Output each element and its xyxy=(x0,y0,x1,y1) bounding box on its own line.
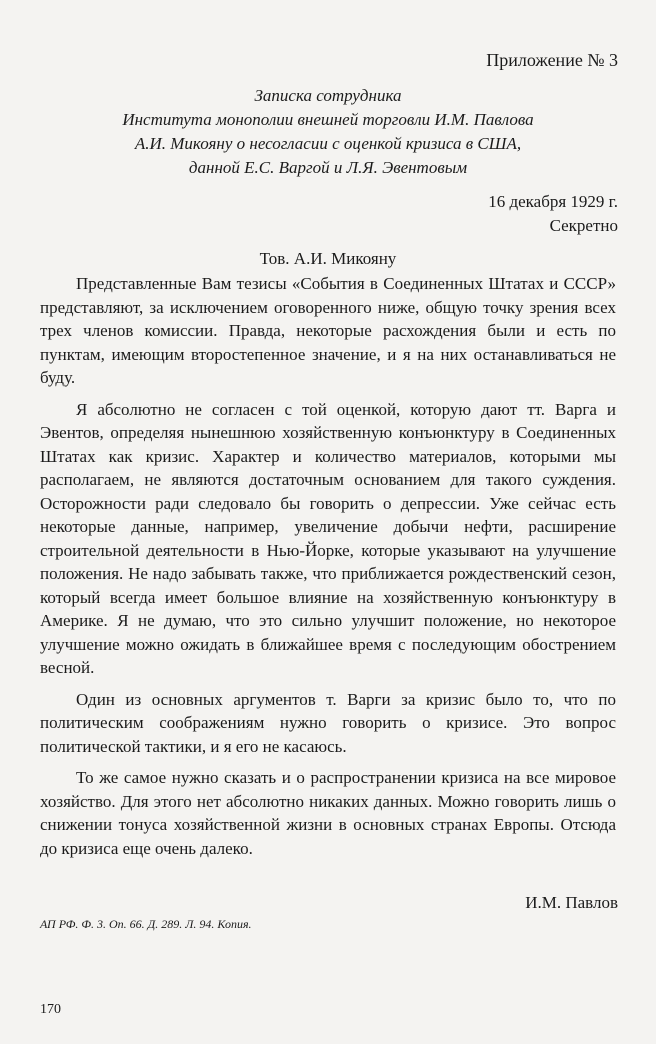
paragraph: То же самое нужно сказать и о распространении кризиса на все мировое хозяйство. Для этого нет абсолютно никаких данных. Можно говорить лишь о снижении тонуса хозяйственной жизни в основных странах Европы. Отсюда до кризиса еще очень далеко. xyxy=(40,768,616,858)
signature: И.М. Павлов xyxy=(525,893,618,912)
heading-line-3: А.И. Микояну о несогласии с оценкой кризиса в США, xyxy=(134,134,522,153)
document-date: 16 декабря 1929 г. xyxy=(488,192,618,211)
appendix-label: Приложение № 3 xyxy=(486,50,618,70)
paragraph: Я абсолютно не согласен с той оценкой, которую дают тт. Варга и Эвентов, определяя нынешнюю хозяйственную конъюнктуру в Соединенных Штатах как кризис. Характер и количество материалов, которыми мы располагаем, не являются достаточным основанием для такого суждения. Осторожности ради следовало бы говорить о депрессии. Уже сейчас есть некоторые данные, например, увеличение добычи нефти, расширение строительной деятельности в Нью-Йорке, которые указывают на улучшение положения. Не надо забывать также, что приближается рождественский сезон, который всегда имеет большое влияние на хозяйственную конъюнктуру в Америке. Я не думаю, что это сильно улучшит положение, но некоторое улучшение можно ожидать в ближайшее время с последующим обострением весной. xyxy=(40,399,616,677)
heading-line-4: данной Е.С. Варгой и Л.Я. Эвентовым xyxy=(188,158,468,177)
heading-line-1: Записка сотрудника xyxy=(254,86,402,105)
page-number: 170 xyxy=(40,1002,61,1017)
archival-source: АП РФ. Ф. 3. Оп. 66. Д. 289. Л. 94. Копия. xyxy=(40,917,252,931)
document-heading xyxy=(40,84,616,180)
addressee: Тов. А.И. Микояну xyxy=(259,249,397,268)
dateline xyxy=(488,190,618,238)
classification-mark: Секретно xyxy=(549,216,618,235)
document-body xyxy=(40,272,616,868)
paragraph: Один из основных аргументов т. Варги за кризис было то, что по политическим соображениям нужно говорить о кризисе. Это вопрос политической тактики, и я его не касаюсь. xyxy=(40,689,616,756)
paragraph: Представленные Вам тезисы «События в Соединенных Штатах и СССР» представляют, за исключением оговоренного ниже, общую точку зрения всех трех членов комиссии. Правда, некоторые расхождения были и есть по пунктам, имеющим второстепенное значение, и я на них останавливаться не буду. xyxy=(40,274,616,387)
heading-line-2: Института монополии внешней торговли И.М. Павлова xyxy=(122,110,534,129)
